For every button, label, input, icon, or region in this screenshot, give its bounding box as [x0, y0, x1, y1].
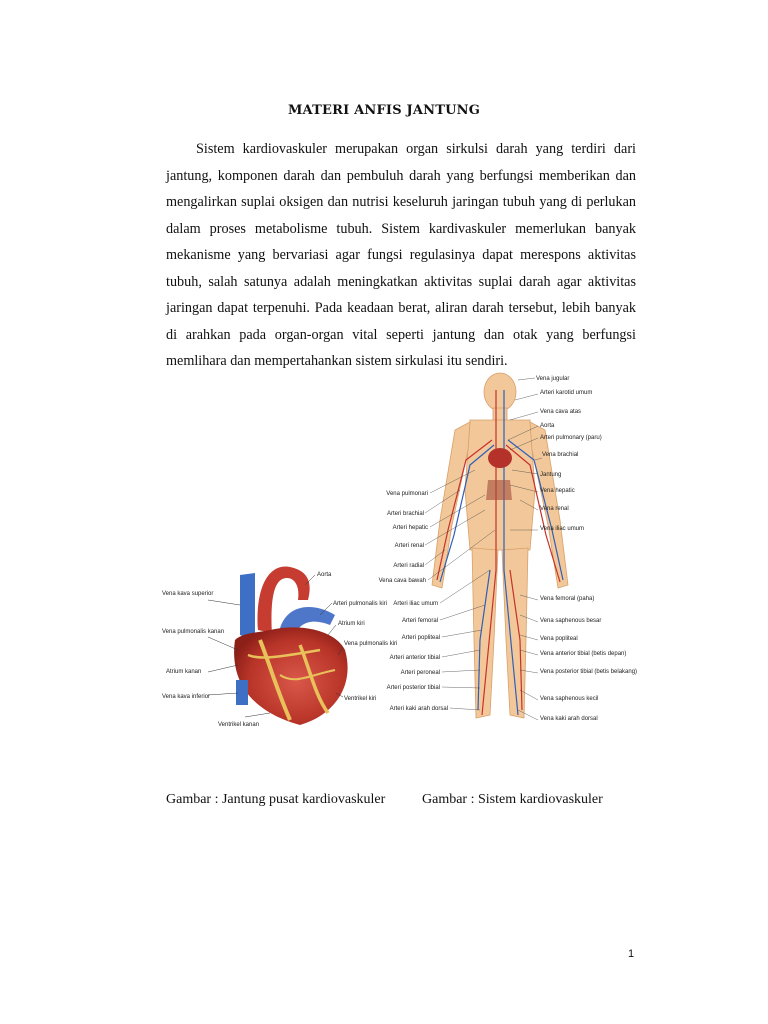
label-arteri-peroneal: Arteri peroneal: [400, 670, 440, 676]
document-title: MATERI ANFIS JANTUNG: [287, 103, 481, 118]
label-vena-cava-bawah: Vena cava bawah: [378, 578, 426, 584]
label-arteri-posterior-tibial: Arteri posterior tibial: [386, 685, 440, 691]
label-arteri-iliac: Arteri iliac umum: [393, 601, 438, 607]
label-vena-kava-inferior: Vena kava inferior: [162, 694, 211, 700]
heart-illustration: [160, 545, 400, 735]
label-vena-renal: Vena renal: [540, 506, 569, 512]
label-vena-saphenous-kecil: Vena saphenous kecil: [540, 696, 599, 702]
label-aorta-body: Aorta: [540, 423, 555, 429]
label-vena-pulmonari: Vena pulmonari: [386, 491, 428, 497]
label-vena-jugular: Vena jugular: [536, 376, 570, 382]
label-arteri-kaki: Arteri kaki arah dorsal: [389, 706, 448, 712]
label-vena-popliteal: Vena popliteal: [540, 636, 578, 642]
circulatory-system-illustration: [370, 370, 638, 740]
label-vena-brachial: Vena brachial: [542, 452, 579, 458]
label-ventrikel-kanan: Ventrikel kanan: [218, 722, 260, 728]
liver-shape: [486, 480, 512, 500]
label-vena-pulmonalis-kanan: Vena pulmonalis kanan: [162, 629, 225, 635]
label-arteri-pulmonary: Arteri pulmonary (paru): [540, 435, 602, 441]
label-arteri-pulmonalis-kiri: Arteri pulmonalis kiri: [333, 601, 388, 607]
label-arteri-renal: Arteri renal: [394, 543, 424, 549]
label-arteri-popliteal: Arteri popliteal: [401, 635, 440, 641]
label-arteri-karotid: Arteri karotid umum: [540, 390, 593, 396]
label-arteri-anterior-tibial: Arteri anterior tibial: [389, 655, 440, 661]
label-ventrikel-kiri: Ventrikel kiri: [344, 696, 377, 702]
label-vena-pulmonalis-kiri: Vena pulmonalis kiri: [344, 641, 398, 647]
label-vena-kaki: Vena kaki arah dorsal: [540, 716, 598, 722]
label-arteri-femoral: Arteri femoral: [401, 618, 438, 624]
label-arteri-brachial: Arteri brachial: [386, 511, 424, 517]
heart-shape: [488, 448, 512, 468]
label-arteri-radial: Arteri radial: [393, 563, 424, 569]
label-atrium-kanan: Atrium kanan: [166, 669, 202, 675]
label-aorta: Aorta: [317, 572, 332, 578]
label-vena-iliac: Vena iliac umum: [540, 526, 585, 532]
label-vena-anterior-tibial: Vena anterior tibial (betis depan): [540, 651, 627, 657]
vena-cava-superior-shape: [240, 573, 255, 640]
heart-body-shape: [234, 627, 347, 725]
label-vena-hepatic: Vena hepatic: [540, 488, 575, 494]
caption-body: Gambar : Sistem kardiovaskuler: [422, 792, 603, 807]
page-number: 1: [628, 948, 635, 960]
label-arteri-hepatic: Arteri hepatic: [392, 525, 428, 531]
caption-heart: Gambar : Jantung pusat kardiovaskuler: [166, 792, 386, 807]
label-vena-saphenous-besar: Vena saphenous besar: [540, 618, 602, 624]
label-vena-kava-superior: Vena kava superior: [162, 591, 214, 597]
label-jantung: Jantung: [540, 472, 562, 478]
label-vena-femoral: Vena femoral (paha): [540, 596, 595, 602]
label-atrium-kiri: Atrium kiri: [338, 621, 365, 627]
vena-cava-inferior-shape: [236, 680, 248, 705]
label-vena-posterior-tibial: Vena posterior tibial (betis belakang): [540, 669, 638, 675]
intro-paragraph: Sistem kardiovaskuler merupakan organ sirkulsi darah yang terdiri dari jantung, komponen darah dan pembuluh darah yang berfungsi memberikan dan mengalirkan suplai oksigen dan nutrisi keseluruh jaringan tubuh yang di perlukan dalam proses metabolisme tubuh. Sistem kardivaskuler memerlukan banyak mekanisme yang bervariasi agar fungsi regulasinya dapat merespons aktivitas tubuh, salah satunya adalah meningkatkan aktivitas suplai darah agar aktivitas jaringan dapat terpenuhi. Pada keadaan berat, aliran darah tersebut, lebih banyak di arahkan pada organ-organ vital seperti jantung dan otak yang berfungsi memlihara dan mempertahankan sistem sirkulasi itu sendiri.: [166, 141, 636, 369]
label-vena-cava-atas: Vena cava atas: [540, 409, 582, 415]
